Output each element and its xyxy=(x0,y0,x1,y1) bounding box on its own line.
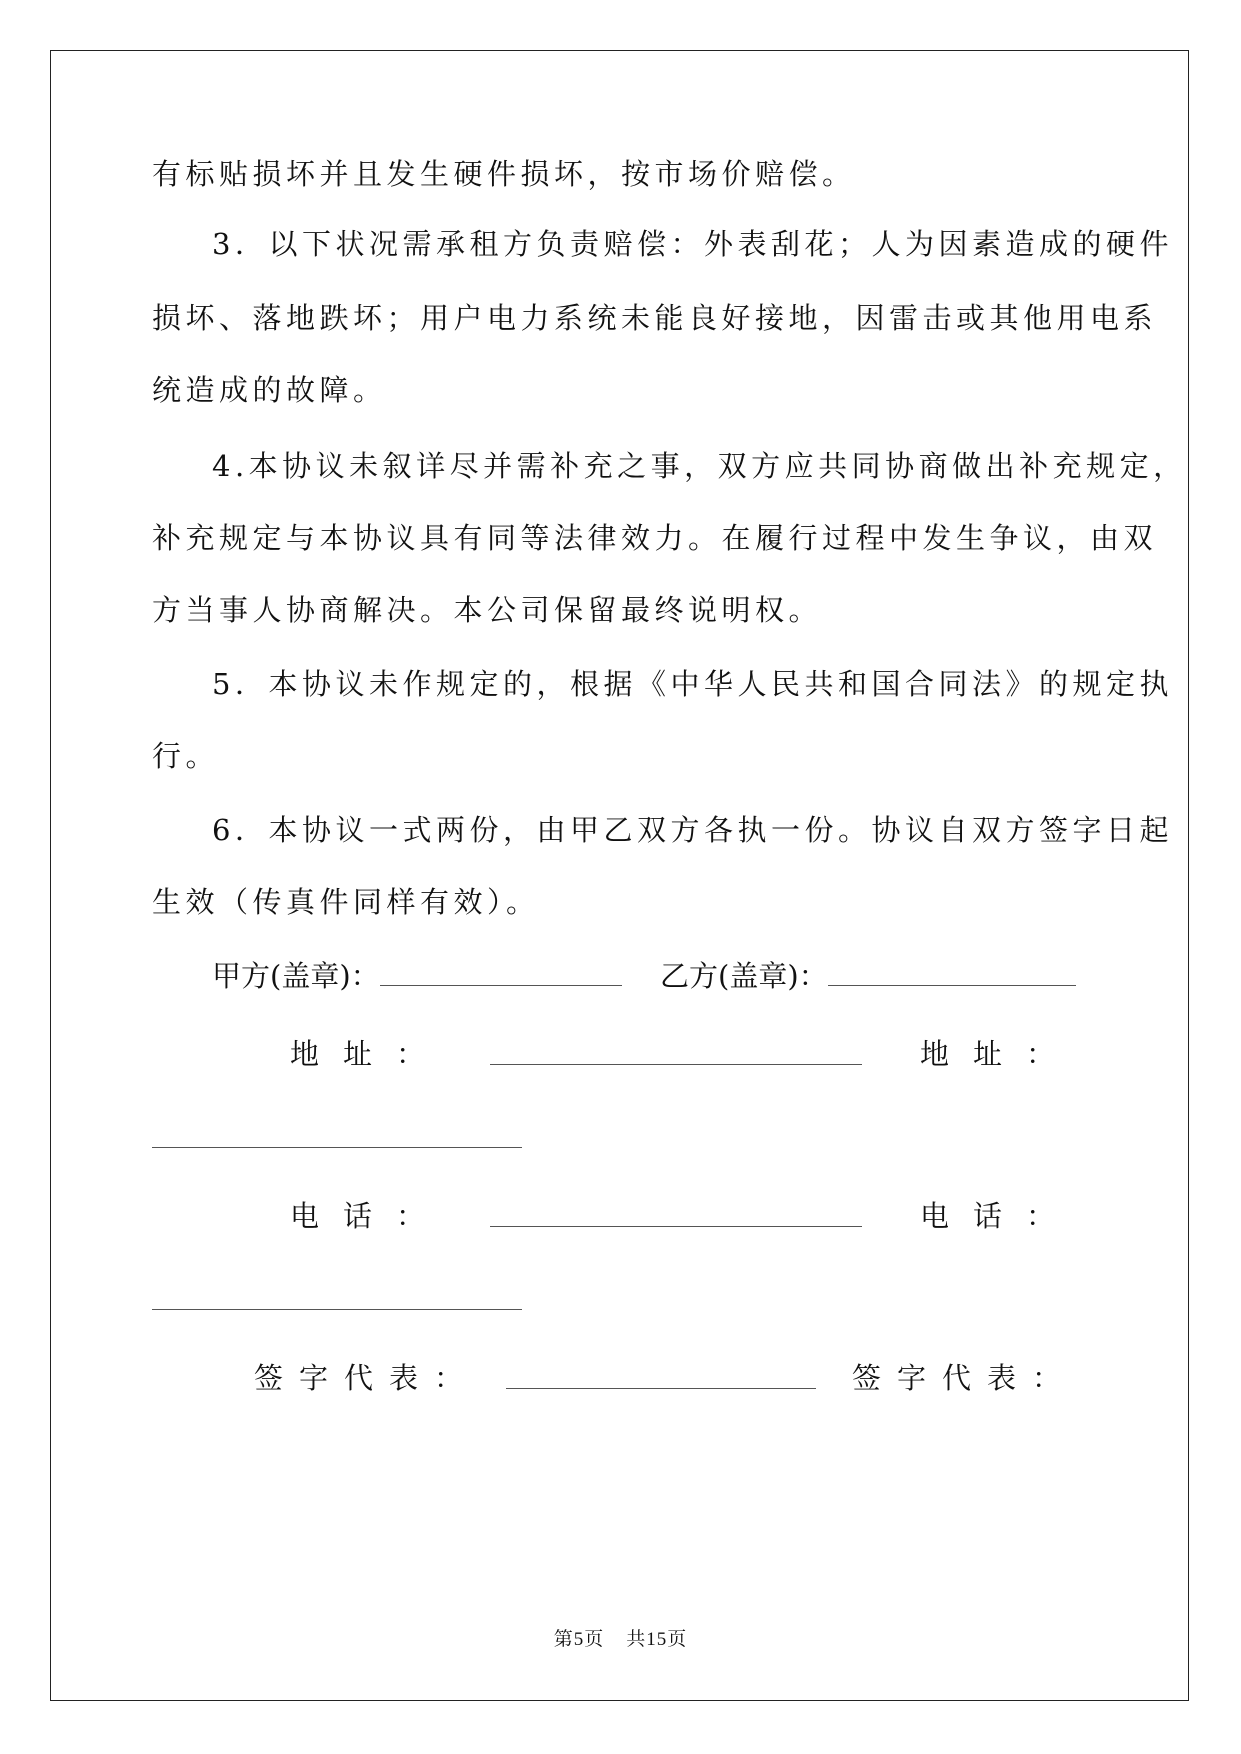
party-b-seal-blank xyxy=(828,984,1076,986)
party-a-phone-blank xyxy=(490,1225,862,1227)
clause-3-line-1: 3．以下状况需承租方负责赔偿：外表刮花；人为因素造成的硬件 xyxy=(212,227,1173,261)
party-b-address-blank xyxy=(152,1146,522,1148)
clause-4-line-1: 4.本协议未叙详尽并需补充之事，双方应共同协商做出补充规定， xyxy=(212,449,1187,483)
clause-6-line-1: 6．本协议一式两份，由甲乙双方各执一份。协议自双方签字日起 xyxy=(212,813,1173,847)
footer-total-prefix: 共 xyxy=(626,1628,647,1650)
party-a-seal-blank xyxy=(380,984,622,986)
party-b-seal-label: 乙方(盖章)： xyxy=(660,959,828,993)
clause-5-line-1: 5．本协议未作规定的，根据《中华人民共和国合同法》的规定执 xyxy=(212,667,1173,701)
clause-4-line-3: 方当事人协商解决。本公司保留最终说明权。 xyxy=(152,593,823,627)
footer-prefix: 第 xyxy=(553,1628,574,1650)
party-a-address-label: 地址： xyxy=(290,1037,450,1071)
total-page-number: 15 xyxy=(646,1629,668,1650)
clause-3-line-3: 统造成的故障。 xyxy=(152,373,387,407)
party-a-seal-label: 甲方(盖章)： xyxy=(212,959,380,993)
party-a-phone-label: 电话： xyxy=(290,1199,450,1233)
party-b-address-label: 地址： xyxy=(920,1037,1080,1071)
party-a-rep-label: 签字代表： xyxy=(254,1361,480,1395)
party-b-phone-blank xyxy=(152,1308,522,1310)
clause-3-line-2: 损坏、落地跌坏；用户电力系统未能良好接地，因雷击或其他用电系 xyxy=(152,301,1158,335)
party-b-seal xyxy=(660,956,1076,996)
party-a-seal xyxy=(212,956,622,996)
footer-total-suffix: 页 xyxy=(667,1628,688,1650)
current-page-number: 5 xyxy=(573,1629,585,1650)
page-footer xyxy=(0,1624,1241,1651)
party-b-rep-label: 签字代表： xyxy=(852,1361,1078,1395)
party-a-address-blank xyxy=(490,1063,862,1065)
party-a-rep-blank xyxy=(506,1387,816,1389)
clause-5-line-2: 行。 xyxy=(152,739,220,773)
clause-4-line-2: 补充规定与本协议具有同等法律效力。在履行过程中发生争议，由双 xyxy=(152,521,1158,555)
footer-page-suffix: 页 xyxy=(584,1628,605,1650)
paragraph-line: 有标贴损坏并且发生硬件损坏，按市场价赔偿。 xyxy=(152,157,856,191)
clause-6-line-2: 生效（传真件同样有效）。 xyxy=(152,885,540,919)
party-b-phone-label: 电话： xyxy=(920,1199,1080,1233)
